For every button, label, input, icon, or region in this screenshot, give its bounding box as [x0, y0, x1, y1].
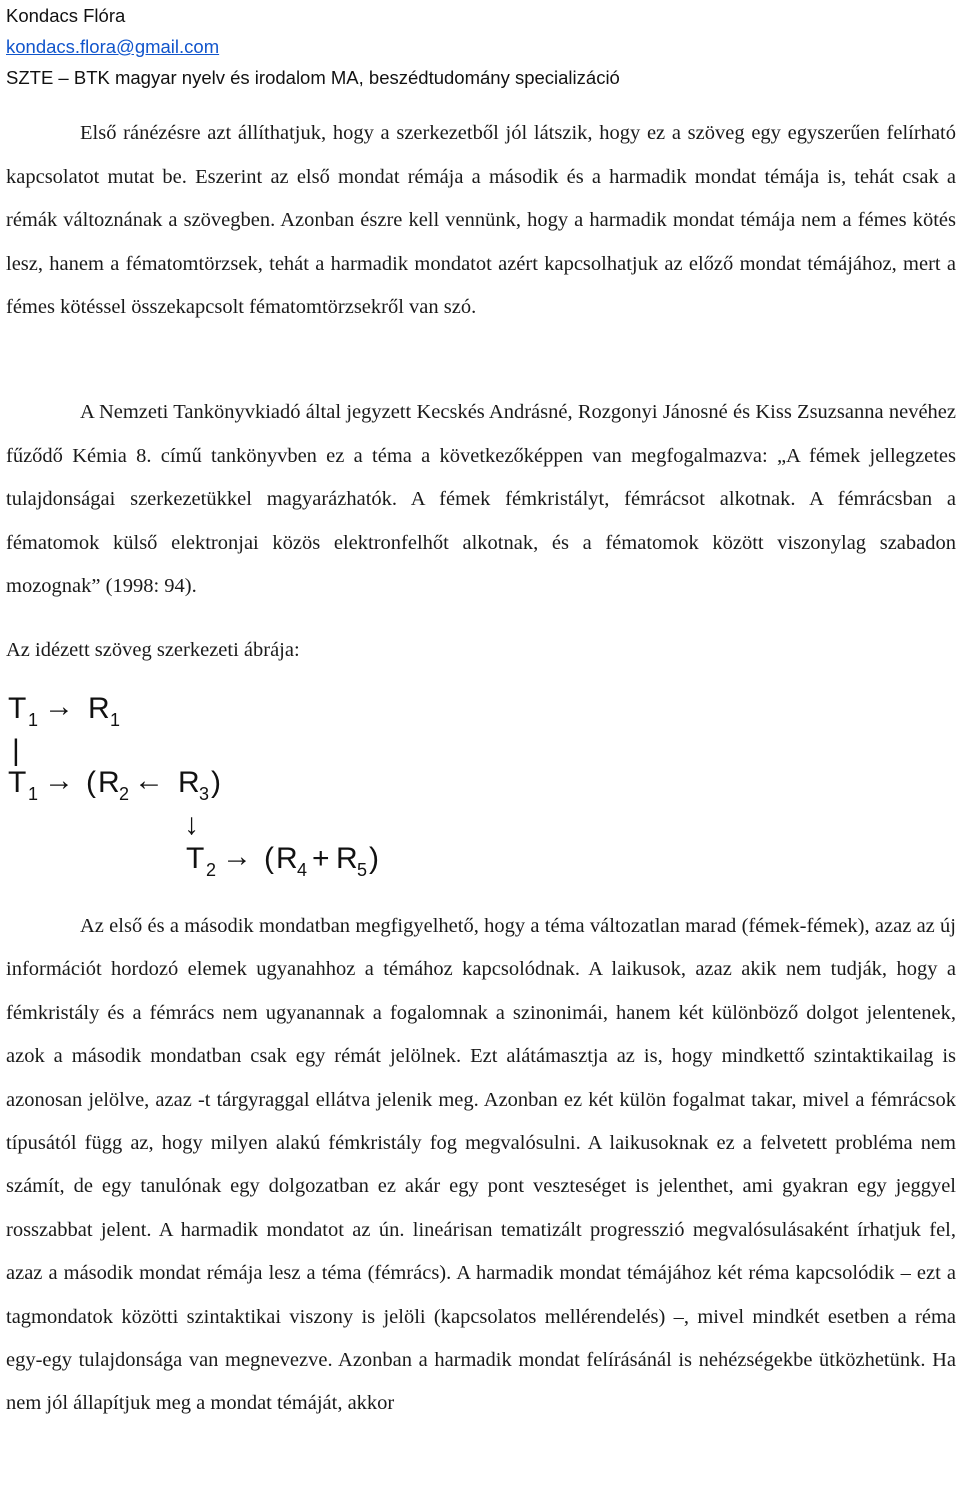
- row2-arrow: →: [44, 764, 74, 797]
- row2-r2-sub: 2: [119, 784, 130, 804]
- row1-theme-sub: 1: [28, 710, 39, 730]
- row3-theme: T: [186, 842, 205, 875]
- row3-r4: R: [276, 842, 298, 875]
- document-header: [6, 0, 620, 93]
- theme-rheme-diagram: [0, 680, 420, 890]
- author-name: Kondacs Flóra: [6, 5, 126, 26]
- paragraph-2-block: [6, 391, 956, 609]
- diagram-caption: Az idézett szöveg szerkezeti ábrája:: [6, 639, 300, 661]
- affiliation-line: SZTE – BTK magyar nyelv és irodalom MA, beszédtudomány specializáció: [6, 67, 620, 88]
- row2-theme-sub: 1: [28, 784, 39, 804]
- row3-plus: +: [312, 842, 330, 875]
- down-arrow: ↓: [184, 808, 199, 841]
- row2-theme: T: [8, 766, 27, 799]
- paragraph-1: Első ránézésre azt állíthatjuk, hogy a szerkezetből jól látszik, hogy ez a szöveg egy egyszerűen felírható kapcsolatot mutat be. Eszerint az első mondat rémája a második és a harmadik mondat témája is, tehát csak a rémák változnának a szövegben. Azonban észre kell vennünk, hogy a harmadik mondat témája nem a fémes kötés lesz, hanem a fématomtörzsek, tehát a harmadik mondatot azért kapcsolhatjuk az előző mondat témájához, mert a fémes kötéssel összekapcsolt fématomtörzsekről van szó.: [6, 122, 956, 319]
- author-email-link[interactable]: kondacs.flora@gmail.com: [6, 36, 220, 57]
- paragraph-4: Az első és a második mondatban megfigyelhető, hogy a téma változatlan marad (fémek-fémek), azaz az új információt hordozó elemek ugyanahhoz a témához kapcsolódnak. A laikusok, azaz akik nem tudják, hogy a fémkristály és a fémrács nem ugyanannak a fogalomnak a szinonimái, hanem két különböző dolgot jelentenek, azok a második mondatban csak egy rémát jelölnek. Ezt alátámasztja az is, hogy mindkettő szintaktikailag is azonosan jelölve, azaz -t tárgyraggal ellátva jelenik meg. Azonban ez két külön fogalmat takar, mivel a fémrácsok típusától függ az, hogy milyen alakú fémkristály fog megvalósulni. A laikusoknak ez a felvetett probléma nem számít, de egy tanulónak egy dolgozatban ez akár egy pont veszteséget is jelenthet, ami gyakran egy jeggyel rosszabbat jelent. A harmadik mondatot az ún. lineárisan tematizált progresszió megvalósulásaként írhatjuk fel, azaz a második mondat rémája lesz a téma (fémrács). A harmadik mondat témájához két réma kapcsolódik – ezt a tagmondatok közötti szintaktikai viszony is jelöli (kapcsolatos mellérendelés) –, mivel mindkét esetben a réma egy-egy tulajdonsága van megnevezve. Azonban a harmadik mondat felírásánál is nehézségekbe ütközhetünk. Ha nem jól állapítjuk meg a mondat témáját, akkor: [6, 915, 956, 1415]
- row3-r4-sub: 4: [297, 860, 308, 880]
- row1-theme: T: [8, 692, 27, 725]
- row2-r3: R: [178, 766, 200, 799]
- row3-theme-sub: 2: [206, 860, 217, 880]
- row1-rheme-sub: 1: [110, 710, 121, 730]
- row2-open-paren: (: [86, 766, 96, 799]
- row2-r2: R: [98, 766, 120, 799]
- row3-close-paren: ): [369, 842, 379, 875]
- paragraph-2: A Nemzeti Tankönyvkiadó által jegyzett Kecskés Andrásné, Rozgonyi Jánosné és Kiss Zsuzsanna nevéhez fűződő Kémia 8. című tankönyvben ez a téma a következőképpen van megfogalmazva: „A fémek jellegzetes tulajdonságai szerkezetükkel magyarázhatók. A fémek fémkristályt, fémrácsot alkotnak. A fémrácsban a fématomok külső elektronjai közös elektronfelhőt alkotnak, és a fématomok között viszonylag szabadon mozognak” (1998: 94).: [6, 401, 956, 598]
- row3-arrow: →: [222, 840, 252, 873]
- vertical-connector: |: [12, 734, 20, 767]
- row1-arrow: →: [44, 690, 74, 723]
- row3-open-paren: (: [264, 842, 274, 875]
- row3-r5-sub: 5: [357, 860, 368, 880]
- row3-r5: R: [336, 842, 358, 875]
- row2-left-arrow: ←: [134, 764, 164, 797]
- row2-close-paren: ): [211, 766, 221, 799]
- row1-rheme: R: [88, 692, 110, 725]
- row2-r3-sub: 3: [199, 784, 210, 804]
- paragraph-4-block: [6, 905, 956, 1426]
- paragraph-1-block: [6, 112, 956, 330]
